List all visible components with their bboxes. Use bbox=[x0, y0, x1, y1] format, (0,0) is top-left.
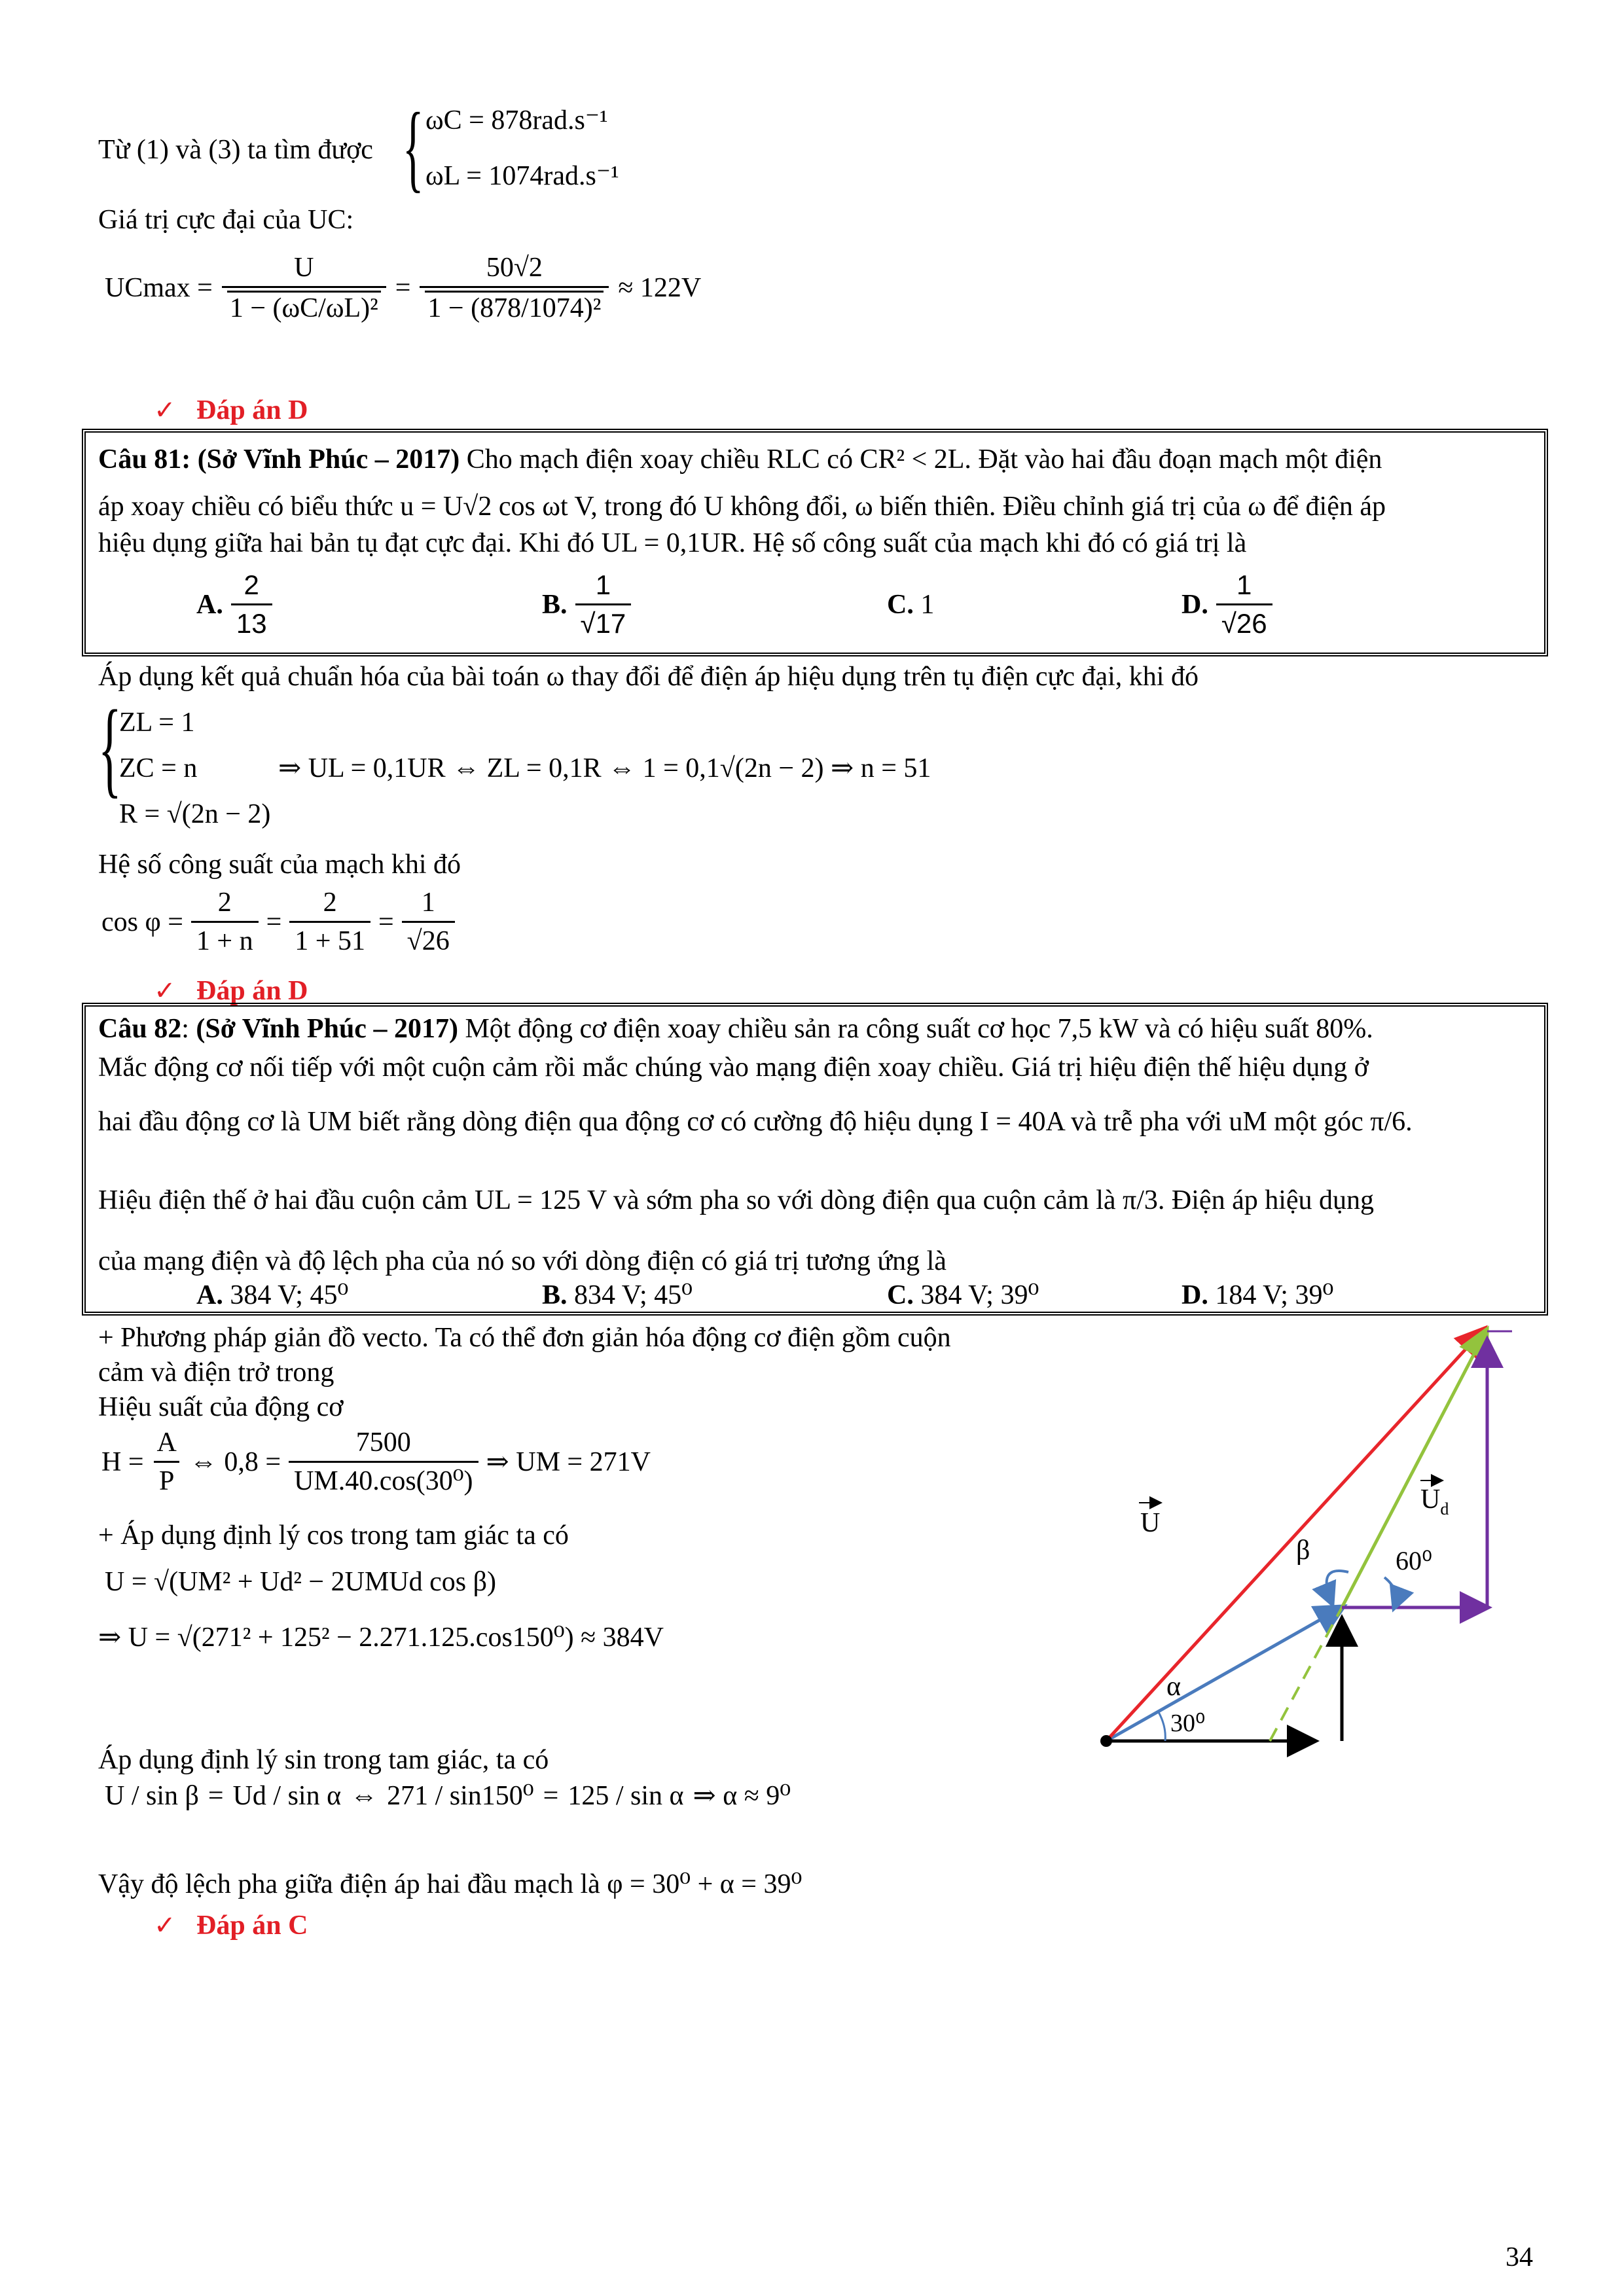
sol80-brace: { bbox=[403, 93, 424, 202]
q82-line1: Câu 82: (Sở Vĩnh Phúc – 2017) Một động cơ điện xoay chiều sản ra công suất cơ học 7,5 kW và có hiệu suất 80%. bbox=[98, 1014, 1373, 1044]
ud-label: $U_d$ bbox=[1420, 1484, 1449, 1518]
q81-option-d: D. $\frac{1}{√26}$ bbox=[1182, 569, 1272, 640]
check-icon: ✓ bbox=[154, 1910, 176, 1941]
sol82-p2: cảm và điện trở trong bbox=[98, 1357, 334, 1388]
q81-option-a: A. $\frac{2}{13}$ bbox=[196, 569, 272, 640]
sol82-eff-label: Hiệu suất của động cơ bbox=[98, 1392, 344, 1422]
sol81-intro: Áp dụng kết quả chuẩn hóa của bài toán ω thay đổi để điện áp hiệu dụng trên tụ điện cực đại, khi đó bbox=[98, 662, 1199, 692]
q82-option-c: C. 384 V; 39⁰ bbox=[887, 1280, 1039, 1310]
q82-option-b: B. 834 V; 45⁰ bbox=[542, 1280, 693, 1310]
u-label: U bbox=[1140, 1508, 1161, 1538]
sol81-chain: ⇒ UL = 0,1UR ⇔ ZL = 0,1R ⇔ 1 = 0,1√(2n − 2) ⇒ n = 51 bbox=[278, 753, 931, 783]
origin-dot bbox=[1100, 1735, 1112, 1747]
angle-30-label: 30⁰ bbox=[1170, 1710, 1206, 1737]
sol80-answer: ✓ Đáp án D bbox=[154, 395, 308, 425]
q82-line5: của mạng điện và độ lệch pha của nó so với dòng điện có giá trị tương ứng là bbox=[98, 1246, 947, 1276]
sol82-cos-formula: U = √(UM² + Ud² − 2UMUd cos β) bbox=[105, 1567, 496, 1597]
sixty-arc bbox=[1384, 1577, 1396, 1607]
q82-line3: hai đầu động cơ là UM biết rằng dòng điện qua động cơ có cường độ hiệu dụng I = 40A và trễ pha với uM một góc π/6. bbox=[98, 1107, 1413, 1137]
sol80-omega-c: ωC = 878rad.s⁻¹ bbox=[425, 105, 608, 135]
sol80-umax-formula: UCmax = $\frac{U}{\text{1 − (ωC/ωL)²}}$ = $\frac{50√2}{\text{1 − (878/1074)²}}$ ≈ 122V bbox=[105, 253, 702, 324]
sol82-conclusion: Vậy độ lệch pha giữa điện áp hai đầu mạch là φ = 30⁰ + α = 39⁰ bbox=[98, 1869, 803, 1899]
sol82-sin-label: Áp dụng định lý sin trong tam giác, ta có bbox=[98, 1745, 549, 1775]
sol82-sin-formula: U / sin β = Ud / sin α ⇔ 271 / sin150⁰ = 125 / sin α ⇒ α ≈ 9⁰ bbox=[105, 1781, 791, 1811]
q82-option-d: D. 184 V; 39⁰ bbox=[1182, 1280, 1334, 1310]
q82-option-a: A. 384 V; 45⁰ bbox=[196, 1280, 349, 1310]
q81-option-c: C. 1 bbox=[887, 590, 935, 620]
sol82-p1: + Phương pháp giản đồ vecto. Ta có thể đơn giản hóa động cơ điện gồm cuộn bbox=[98, 1323, 951, 1353]
q81-option-b: B. $\frac{1}{√17}$ bbox=[542, 569, 631, 640]
sol82-cos-label: + Áp dụng định lý cos trong tam giác ta có bbox=[98, 1520, 569, 1551]
page-number: 34 bbox=[1506, 2242, 1533, 2272]
thirty-arc bbox=[1159, 1712, 1165, 1741]
sol81-pf-label: Hệ số công suất của mạch khi đó bbox=[98, 850, 461, 880]
sol81-sys-1: ZL = 1 bbox=[119, 708, 195, 738]
sol81-pf-formula: cos φ = $\frac{2}{1 + n}$ = $\frac{2}{1 + 51}$ = $\frac{1}{√26}$ bbox=[101, 887, 455, 958]
alpha-label: α bbox=[1166, 1672, 1182, 1702]
sol82-cos-value: ⇒ U = √(271² + 125² − 2.271.125.cos150⁰) ≈ 384V bbox=[98, 1623, 664, 1653]
q82-line2: Mắc động cơ nối tiếp với một cuộn cảm rồi mắc chúng vào mạng điện xoay chiều. Giá trị hiệu điện thế hiệu dụng ở bbox=[98, 1052, 1369, 1083]
sol82-eff-formula: H = $\frac{A}{P}$ ⇔ 0,8 = $\frac{7500}{\text{UM.40.cos(30⁰)}}$ ⇒ UM = 271V bbox=[101, 1427, 651, 1497]
check-icon: ✓ bbox=[154, 395, 176, 425]
q81-line1: Câu 81: (Sở Vĩnh Phúc – 2017) Cho mạch điện xoay chiều RLC có CR² < 2L. Đặt vào hai đầu đoạn mạch một điện bbox=[98, 444, 1382, 475]
angle-60-label: 60⁰ bbox=[1396, 1546, 1433, 1575]
sol82-answer: ✓ Đáp án C bbox=[154, 1910, 308, 1941]
u-vector bbox=[1106, 1330, 1483, 1741]
sol80-umax-label: Giá trị cực đại của UC: bbox=[98, 205, 354, 235]
sol81-answer: ✓ Đáp án D bbox=[154, 976, 308, 1006]
check-icon: ✓ bbox=[154, 976, 176, 1006]
sol81-brace: { bbox=[98, 688, 122, 808]
sol81-sys-3: R = √(2n − 2) bbox=[119, 799, 271, 829]
sol80-omega-l: ωL = 1074rad.s⁻¹ bbox=[425, 161, 619, 191]
q81-line2: áp xoay chiều có biểu thức u = U√2 cos ωt V, trong đó U không đổi, ω biến thiên. Điều chỉnh giá trị của ω để điện áp bbox=[98, 492, 1386, 522]
sol81-sys-2: ZC = n bbox=[119, 753, 198, 783]
q81-line3: hiệu dụng giữa hai bản tụ đạt cực đại. Khi đó UL = 0,1UR. Hệ số công suất của mạch khi đó có giá trị là bbox=[98, 528, 1247, 558]
beta-label: β bbox=[1296, 1535, 1310, 1566]
q82-line4: Hiệu điện thế ở hai đầu cuộn cảm UL = 125 V và sớm pha so với dòng điện qua cuộn cảm là π/3. Điện áp hiệu dụng bbox=[98, 1185, 1375, 1215]
sol80-intro: Từ (1) và (3) ta tìm được bbox=[98, 135, 373, 165]
phasor-diagram bbox=[1080, 1316, 1538, 1767]
